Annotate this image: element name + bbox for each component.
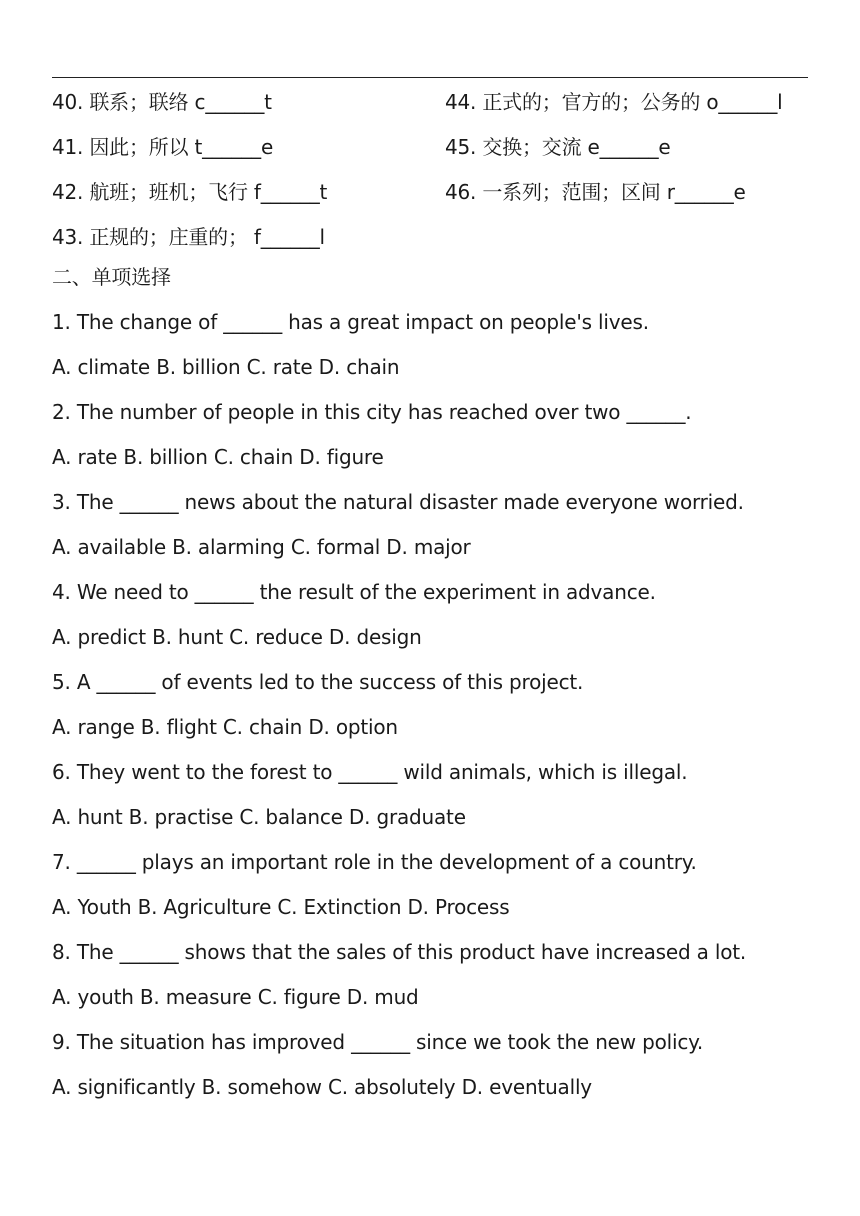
- question-1: 1. The change of ______ has a great impact on people's lives.: [52, 310, 649, 334]
- options-9: A. significantly B. somehow C. absolutely D. eventually: [52, 1075, 592, 1099]
- question-7: 7. ______ plays an important role in the development of a country.: [52, 850, 697, 874]
- question-2: 2. The number of people in this city has reached over two ______.: [52, 400, 692, 424]
- question-9: 9. The situation has improved ______ since we took the new policy.: [52, 1030, 704, 1054]
- question-8: 8. The ______ shows that the sales of this product have increased a lot.: [52, 940, 747, 964]
- options-7: A. Youth B. Agriculture C. Extinction D. Process: [52, 895, 510, 919]
- options-6: A. hunt B. practise C. balance D. graduate: [52, 805, 466, 829]
- vocab-item-40: 40. 联系；联络 c______t: [52, 90, 272, 114]
- options-3: A. available B. alarming C. formal D. major: [52, 535, 471, 559]
- vocab-item-43: 43. 正规的；庄重的； f______l: [52, 225, 325, 249]
- options-1: A. climate B. billion C. rate D. chain: [52, 355, 400, 379]
- section-title: 二、单项选择: [52, 265, 171, 289]
- vocab-item-41: 41. 因此；所以 t______e: [52, 135, 274, 159]
- vocab-item-44: 44. 正式的；官方的；公务的 o______l: [445, 90, 783, 114]
- options-5: A. range B. flight C. chain D. option: [52, 715, 398, 739]
- question-3: 3. The ______ news about the natural disaster made everyone worried.: [52, 490, 744, 514]
- vocab-item-45: 45. 交换；交流 e______e: [445, 135, 671, 159]
- question-5: 5. A ______ of events led to the success of this project.: [52, 670, 584, 694]
- vocab-item-46: 46. 一系列；范围；区间 r______e: [445, 180, 746, 204]
- top-rule: [52, 77, 808, 78]
- question-6: 6. They went to the forest to ______ wild animals, which is illegal.: [52, 760, 688, 784]
- options-2: A. rate B. billion C. chain D. figure: [52, 445, 384, 469]
- options-8: A. youth B. measure C. figure D. mud: [52, 985, 419, 1009]
- question-4: 4. We need to ______ the result of the experiment in advance.: [52, 580, 656, 604]
- options-4: A. predict B. hunt C. reduce D. design: [52, 625, 422, 649]
- vocab-item-42: 42. 航班；班机；飞行 f______t: [52, 180, 328, 204]
